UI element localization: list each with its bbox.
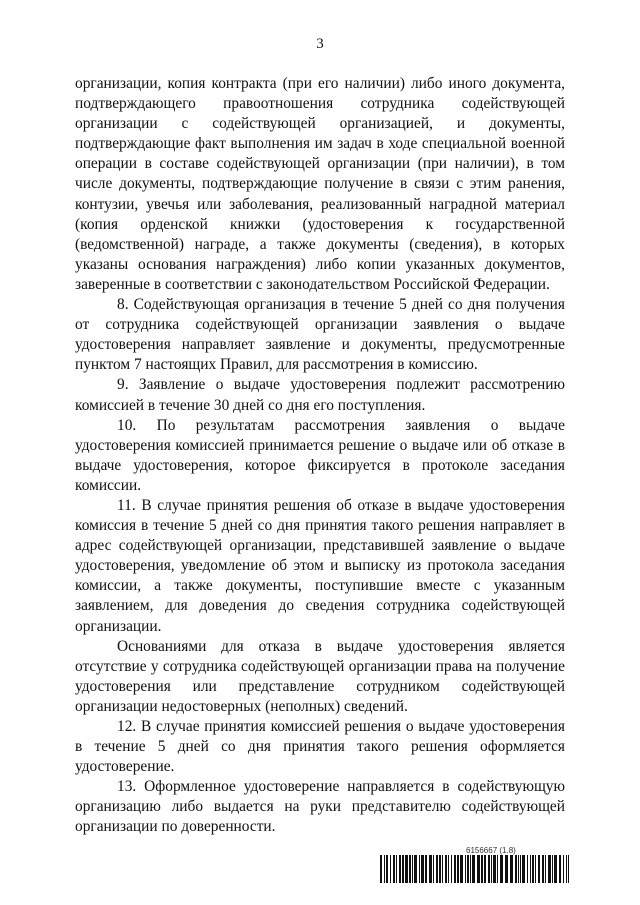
paragraph-item-11: 11. В случае принятия решения об отказе в выдаче удостоверения комиссия в течение 5 дней со дня принятия такого решения направляет в адрес содействующей организации, представившей заявление о выдаче удостоверения, уведомление об этом и выписку из протокола заседания комиссии, а также документы, поступившие вместе с указанным заявлением, для доведения до сведения сотрудника содействующей организации. [75,496,565,635]
document-body [75,74,565,838]
paragraph-item-9: 9. Заявление о выдаче удостоверения подлежит рассмотрению комиссией в течение 30 дней со дня его поступления. [75,376,565,414]
barcode-icon [380,855,570,883]
paragraph-refusal-grounds: Основаниями для отказа в выдаче удостоверения является отсутствие у сотрудника содействующей организации права на получение удостоверения или представление сотрудником содействующей организации недостоверных (неполных) сведений. [75,637,565,715]
paragraph-item-12: 12. В случае принятия комиссией решения о выдаче удостоверения в течение 5 дней со дня принятия такого решения оформляется удостоверение. [75,718,565,776]
paragraph-item-10: 10. По результатам рассмотрения заявления о выдаче удостоверения комиссией принимается решение о выдаче или об отказе в выдаче удостоверения, которое фиксируется в протоколе заседания комиссии. [75,416,565,494]
document-code: 6156667 (1.8) [466,846,516,855]
paragraph-continuation: организации, копия контракта (при его наличии) либо иного документа, подтверждающего правоотношения сотрудника содействующей организации с содействующей организацией, и документы, подтверждающие факт выполнения им задач в ходе специальной военной операции в составе содействующей организации (при наличии), в том числе документы, подтверждающие получение в связи с этим ранения, контузии, увечья или заболевания, реализованный наградной материал (копия орденской книжки (удостоверения к государственной (ведомственной) награде, а также документы (сведения), в которых указаны основания награждения) либо копии указанных документов, заверенные в соответствии с законодательством Российской Федерации. [75,75,565,293]
paragraph-item-8: 8. Содействующая организация в течение 5 дней со дня получения от сотрудника содействующей организации заявления о выдаче удостоверения направляет заявление и документы, предусмотренные пунктом 7 настоящих Правил, для рассмотрения в комиссию. [75,296,565,374]
page-number: 3 [316,36,324,52]
paragraph-item-13: 13. Оформленное удостоверение направляется в содействующую организацию либо выдается на руки представителю содействующей организации по доверенности. [75,778,565,836]
